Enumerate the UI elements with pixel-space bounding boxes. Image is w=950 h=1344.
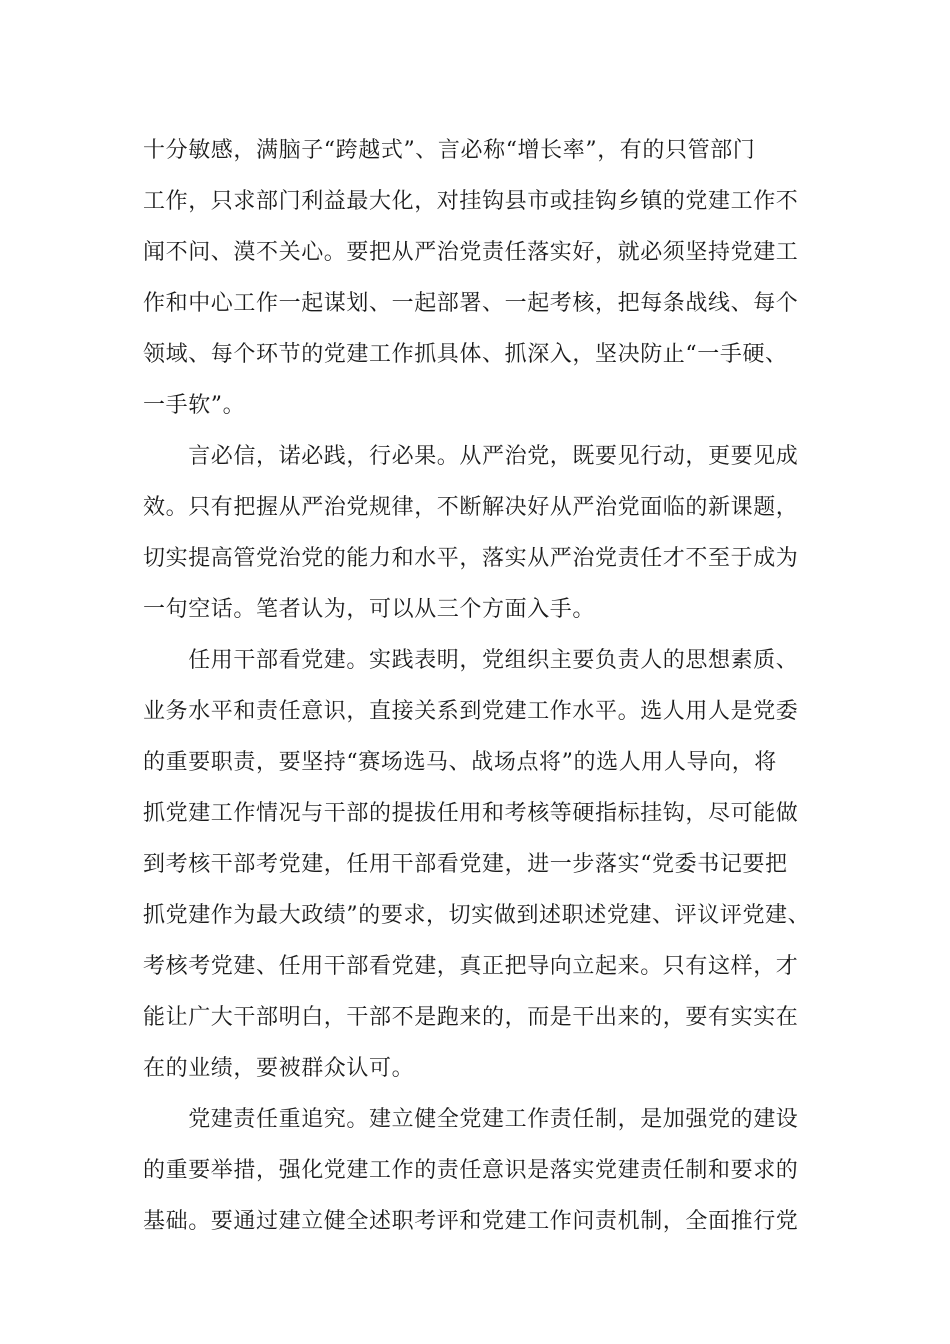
text-line: 抓党建作为最大政绩”的要求，切实做到述职述党建、评议评党建、 (143, 903, 811, 928)
text-line: 一句空话。笔者认为，可以从三个方面入手。 (143, 597, 596, 622)
text-line: 领域、每个环节的党建工作抓具体、抓深入，坚决防止“一手硬、 (143, 342, 788, 367)
text-line: 作和中心工作一起谋划、一起部署、一起考核，把每条战线、每个 (143, 291, 799, 316)
text-line: 在的业绩，要被群众认可。 (143, 1056, 415, 1081)
text-line: 的重要举措，强化党建工作的责任意识是落实党建责任制和要求的 (143, 1158, 799, 1183)
text-line: 抓党建工作情况与干部的提拔任用和考核等硬指标挂钩，尽可能做 (143, 801, 799, 826)
text-line: 任用干部看党建。实践表明，党组织主要负责人的思想素质、 (143, 648, 799, 673)
text-line: 十分敏感，满脑子“跨越式”、言必称“增长率”，有的只管部门 (143, 138, 756, 163)
text-line: 考核考党建、任用干部看党建，真正把导向立起来。只有这样，才 (143, 954, 799, 979)
text-line: 业务水平和责任意识，直接关系到党建工作水平。选人用人是党委 (143, 699, 799, 724)
text-line: 闻不问、漠不关心。要把从严治党责任落实好，就必须坚持党建工 (143, 240, 799, 265)
text-line: 能让广大干部明白，干部不是跑来的，而是干出来的，要有实实在 (143, 1005, 799, 1030)
text-line: 基础。要通过建立健全述职考评和党建工作问责机制，全面推行党 (143, 1209, 799, 1234)
text-line: 效。只有把握从严治党规律，不断解决好从严治党面临的新课题， (143, 495, 799, 520)
text-line: 的重要职责，要坚持“赛场选马、战场点将”的选人用人导向，将 (143, 750, 777, 775)
text-line: 党建责任重追究。建立健全党建工作责任制，是加强党的建设 (143, 1107, 799, 1132)
text-line: 工作，只求部门利益最大化，对挂钩县市或挂钩乡镇的党建工作不 (143, 189, 799, 214)
text-line: 到考核干部考党建，任用干部看党建，进一步落实“党委书记要把 (143, 852, 788, 877)
document-body (143, 125, 813, 1247)
text-line: 言必信，诺必践，行必果。从严治党，既要见行动，更要见成 (143, 444, 799, 469)
text-line: 切实提高管党治党的能力和水平，落实从严治党责任才不至于成为 (143, 546, 799, 571)
text-line: 一手软”。 (143, 393, 246, 418)
